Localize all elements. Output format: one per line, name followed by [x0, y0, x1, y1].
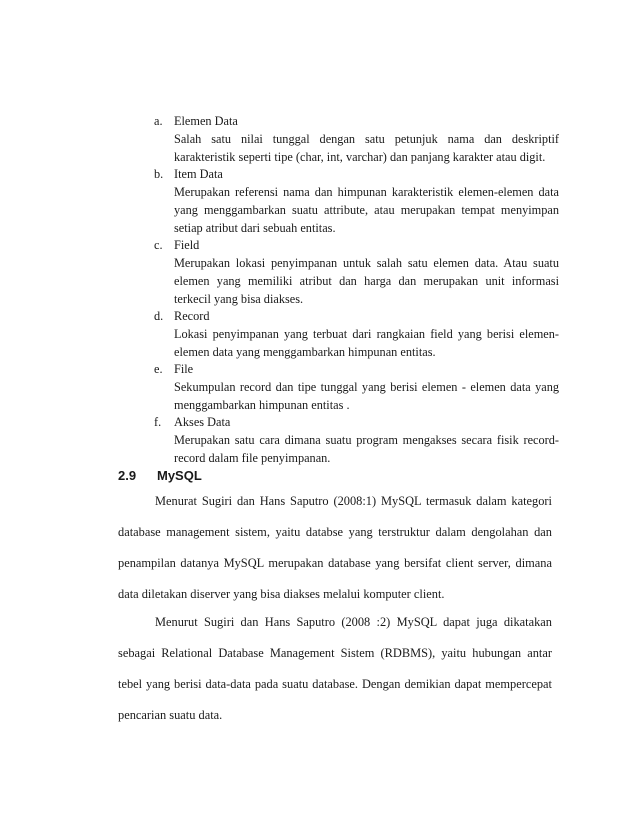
- item-title: File: [174, 362, 194, 376]
- item-body: Lokasi penyimpanan yang terbuat dari rangkaian field yang berisi elemen-elemen data yang menggambarkan himpunan entitas.: [174, 327, 559, 359]
- item-marker: a.: [154, 114, 163, 128]
- item-title: Item Data: [174, 167, 223, 181]
- item-marker: b.: [154, 167, 164, 181]
- item-body: Salah satu nilai tunggal dengan satu petunjuk nama dan deskriptif karakteristik seperti tipe (char, int, varchar) dan panjang karakter atau digit.: [174, 132, 559, 164]
- item-title: Akses Data: [174, 415, 231, 429]
- definition-item-field: [154, 237, 559, 308]
- item-marker: e.: [154, 362, 163, 376]
- section-title: MySQL: [157, 468, 202, 483]
- section-heading: [118, 468, 202, 483]
- item-body: Merupakan satu cara dimana suatu program mengakses secara fisik record-record dalam file penyimpanan.: [174, 433, 559, 465]
- item-body: Sekumpulan record dan tipe tunggal yang berisi elemen - elemen data yang menggambarkan himpunan entitas .: [174, 380, 559, 412]
- item-title: Field: [174, 238, 200, 252]
- paragraph-2: Menurut Sugiri dan Hans Saputro (2008 :2) MySQL dapat juga dikatakan sebagai Relational Database Management Sistem (RDBMS), yaitu hubungan antar tebel yang berisi data-data pada suatu database. Dengan demikian dapat mempercepat pencarian suatu data.: [118, 615, 552, 722]
- item-body: Merupakan referensi nama dan himpunan karakteristik elemen-elemen data yang menggambarkan suatu attribute, atau merupakan tempat menyimpan setiap atribut dari sebuah entitas.: [174, 185, 559, 235]
- definition-item-file: [154, 361, 559, 414]
- item-title: Record: [174, 309, 210, 323]
- item-body: Merupakan lokasi penyimpanan untuk salah satu elemen data. Atau suatu elemen yang memiliki atribut dan harga dan merupakan unit informasi terkecil yang bisa diakses.: [174, 256, 559, 306]
- section-number: 2.9: [118, 468, 137, 483]
- item-title: Elemen Data: [174, 114, 238, 128]
- item-marker: f.: [154, 415, 162, 429]
- item-marker: d.: [154, 309, 164, 323]
- definition-item-item-data: [154, 166, 559, 237]
- definition-list: [154, 113, 559, 467]
- item-marker: c.: [154, 238, 163, 252]
- definition-item-record: [154, 308, 559, 361]
- paragraph-1: Menurat Sugiri dan Hans Saputro (2008:1) MySQL termasuk dalam kategori database management sistem, yaitu databse yang terstruktur dalam dengolahan dan penampilan datanya MySQL merupakan database yang bersifat client server, dimana data diletakan diserver yang bisa diakses melalui komputer client.: [118, 494, 552, 601]
- definition-item-elemen-data: [154, 113, 559, 166]
- definition-item-akses-data: [154, 414, 559, 467]
